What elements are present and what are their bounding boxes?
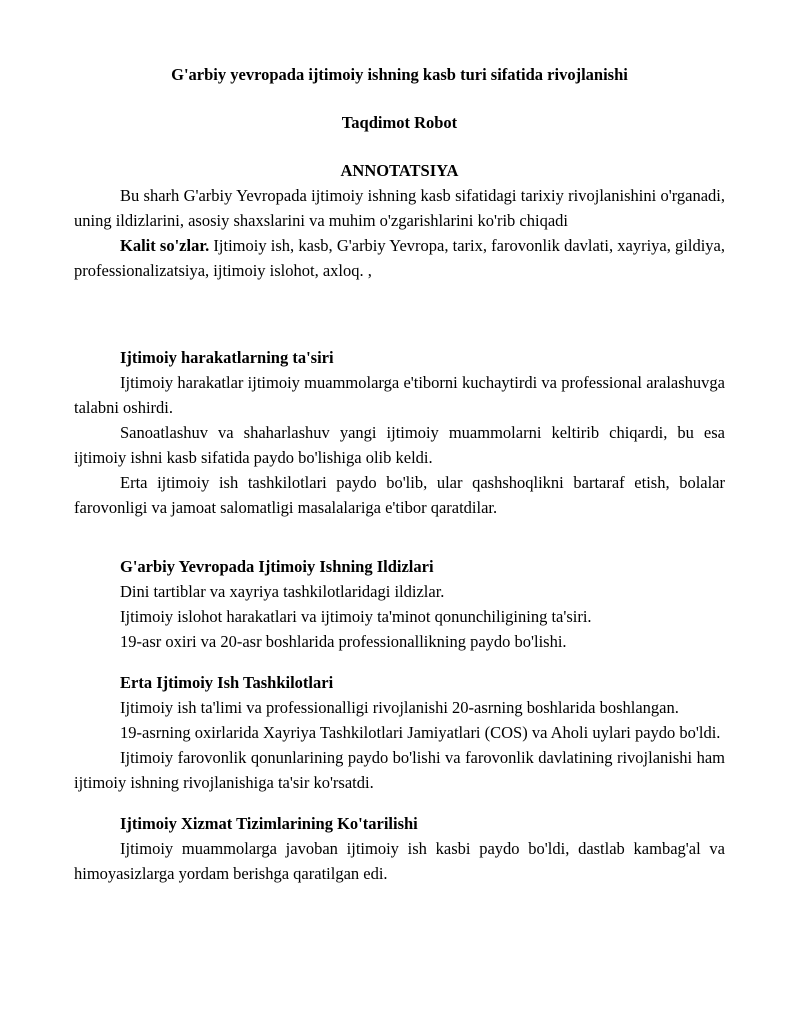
- section-paragraph: Ijtimoiy harakatlar ijtimoiy muammolarga e'tiborni kuchaytirdi va professional aralashuvga talabni oshirdi.: [74, 373, 725, 417]
- section-paragraph: Ijtimoiy muammolarga javoban ijtimoiy ish kasbi paydo bo'ldi, dastlab kambag'al va himoyasizlarga yordam berishga qaratilgan edi.: [74, 839, 725, 883]
- section-paragraph: 19-asr oxiri va 20-asr boshlarida professionallikning paydo bo'lishi.: [120, 632, 567, 651]
- keywords-label: Kalit so'zlar.: [120, 236, 210, 255]
- section-roots: [74, 554, 725, 654]
- section-heading: Ijtimoiy harakatlarning ta'siri: [120, 348, 334, 367]
- section-paragraph: Ijtimoiy islohot harakatlari va ijtimoiy ta'minot qonunchiligining ta'siri.: [120, 607, 592, 626]
- section-paragraph: Erta ijtimoiy ish tashkilotlari paydo bo'lib, ular qashshoqlikni bartaraf etish, bolalar farovonligi va jamoat salomatligi masalalariga e'tibor qaratdilar.: [74, 473, 725, 517]
- document-author: Taqdimot Robot: [341, 113, 458, 132]
- section-paragraph: Sanoatlashuv va shaharlashuv yangi ijtimoiy muammolarni keltirib chiqardi, bu esa ijtimoiy ishni kasb sifatida paydo bo'lishiga olib keldi.: [74, 423, 725, 467]
- section-heading: Erta Ijtimoiy Ish Tashkilotlari: [120, 673, 334, 692]
- annotation-heading: ANNOTATSIYA: [340, 161, 459, 180]
- section-social-movements: [74, 345, 725, 520]
- annotation-text: Bu sharh G'arbiy Yevropada ijtimoiy ishning kasb sifatidagi tarixiy rivojlanishini o'rganadi, uning ildizlarini, asosiy shaxslarini va muhim o'zgarishlarini ko'rib chiqadi: [74, 186, 725, 230]
- keywords-text: Ijtimoiy ish, kasb, G'arbiy Yevropa, tarix, farovonlik davlati, xayriya, gildiya, professionalizatsiya, ijtimoiy islohot, axloq. ,: [74, 236, 725, 280]
- section-paragraph: 19-asrning oxirlarida Xayriya Tashkilotlari Jamiyatlari (COS) va Aholi uylari paydo bo'ldi.: [120, 723, 721, 742]
- section-heading: G'arbiy Yevropada Ijtimoiy Ishning Ildizlari: [120, 557, 434, 576]
- section-social-service-systems: [74, 811, 725, 886]
- section-early-organizations: [74, 670, 725, 795]
- keywords-paragraph: [74, 233, 725, 283]
- section-heading: Ijtimoiy Xizmat Tizimlarining Ko'tarilishi: [120, 814, 418, 833]
- section-paragraph: Ijtimoiy ish ta'limi va professionalligi rivojlanishi 20-asrning boshlarida boshlangan.: [120, 698, 679, 717]
- section-paragraph: Dini tartiblar va xayriya tashkilotlaridagi ildizlar.: [120, 582, 445, 601]
- section-paragraph: Ijtimoiy farovonlik qonunlarining paydo bo'lishi va farovonlik davlatining rivojlanishi ham ijtimoiy ishning rivojlanishiga ta'sir ko'rsatdi.: [74, 748, 725, 792]
- document-title: G'arbiy yevropada ijtimoiy ishning kasb turi sifatida rivojlanishi: [171, 65, 628, 84]
